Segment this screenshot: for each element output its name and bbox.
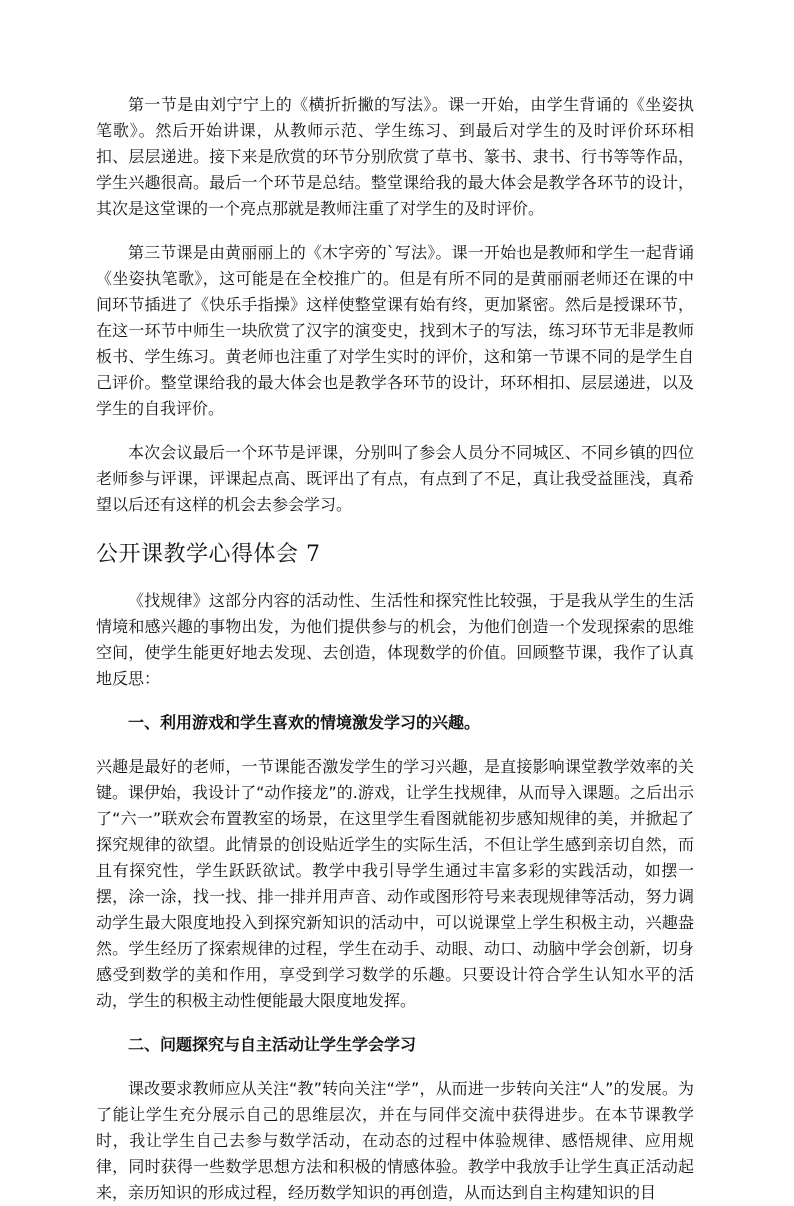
section-heading: 公开课教学心得体会 7 <box>96 542 321 567</box>
subheading-two: 二、问题探究与自主活动让学生学会学习 <box>128 1035 417 1054</box>
document-page <box>96 92 694 1206</box>
paragraph-inquiry: 课改要求教师应从关注“教”转向关注“学”，从而进一步转向关注“人”的发展。为了能让学生充分展示自己的思维层次，并在与同伴交流中获得进步。在本节课教学时，我让学生自己去参与数学活动，在动态的过程中体验规律、感悟规律、应用规律，同时获得一些数学思想方法和积极的情感体验。教学中我放手让学生真正活动起来，亲历知识的形成过程，经历数学知识的再创造，从而达到自主构建知识的目 <box>96 1079 694 1202</box>
paragraph-lesson-three: 第三节课是由黄丽丽上的《木字旁的`写法》。课一开始也是教师和学生一起背诵《坐姿执笔歌》，这可能是在全校推广的。但是有所不同的是黄丽丽老师还在课的中间环节插进了《快乐手指操》这样使整堂课有始有终，更加紧密。然后是授课环节，在这一环节中师生一块欣赏了汉字的演变史，找到木子的写法，练习环节无非是教师板书、学生练习。黄老师也注重了对学生实时的评价，这和第一节课不同的是学生自己评价。整堂课给我的最大体会也是教学各环节的设计，环环相扣、层层递进，以及学生的自我评价。 <box>96 243 694 418</box>
paragraph-interest: 兴趣是最好的老师，一节课能否激发学生的学习兴趣，是直接影响课堂教学效率的关键。课伊始，我设计了“动作接龙”的.游戏，让学生找规律，从而导入课题。之后出示了“六一”联欢会布置教室的场景，在这里学生看图就能初步感知规律的美，并掀起了探究规律的欲望。此情景的创设贴近学生的实际生活，不但让学生感到亲切自然，而且有探究性，学生跃跃欲试。教学中我引导学生通过丰富多彩的实践活动，如摆一摆，涂一涂，找一找、排一排并用声音、动作或图形符号来表现规律等活动，努力调动学生最大限度地投入到探究新知识的活动中，可以说课堂上学生积极主动，兴趣盎然。学生经历了探索规律的过程，学生在动手、动眼、动口、动脑中学会创新，切身感受到数学的美和作用，享受到学习数学的乐趣。只要设计符合学生认知水平的活动，学生的积极主动性便能最大限度地发挥。 <box>96 757 694 1010</box>
paragraph-intro: 《找规律》这部分内容的活动性、生活性和探究性比较强，于是我从学生的生活情境和感兴趣的事物出发，为他们提供参与的机会，为他们创造一个发现探索的思维空间，使学生能更好地去发现、去创造，体现数学的价值。回顾整节课，我作了认真地反思： <box>96 591 694 688</box>
paragraph-lesson-one: 第一节是由刘宁宁上的《横折折撇的写法》。课一开始，由学生背诵的《坐姿执笔歌》。然后开始讲课，从教师示范、学生练习、到最后对学生的及时评价环环相扣、层层递进。接下来是欣赏的环节分别欣赏了草书、篆书、隶书、行书等等作品，学生兴趣很高。最后一个环节是总结。整堂课给我的最大体会是教学各环节的设计，其次是这堂课的一个亮点那就是教师注重了对学生的及时评价。 <box>96 95 694 218</box>
paragraph-meeting-summary: 本次会议最后一个环节是评课，分别叫了参会人员分不同城区、不同乡镇的四位老师参与评课，评课起点高、既评出了有点，有点到了不足，真让我受益匪浅，真希望以后还有这样的机会去参会学习。 <box>96 443 694 514</box>
subheading-one: 一、利用游戏和学生喜欢的情境激发学习的兴趣。 <box>128 713 481 732</box>
